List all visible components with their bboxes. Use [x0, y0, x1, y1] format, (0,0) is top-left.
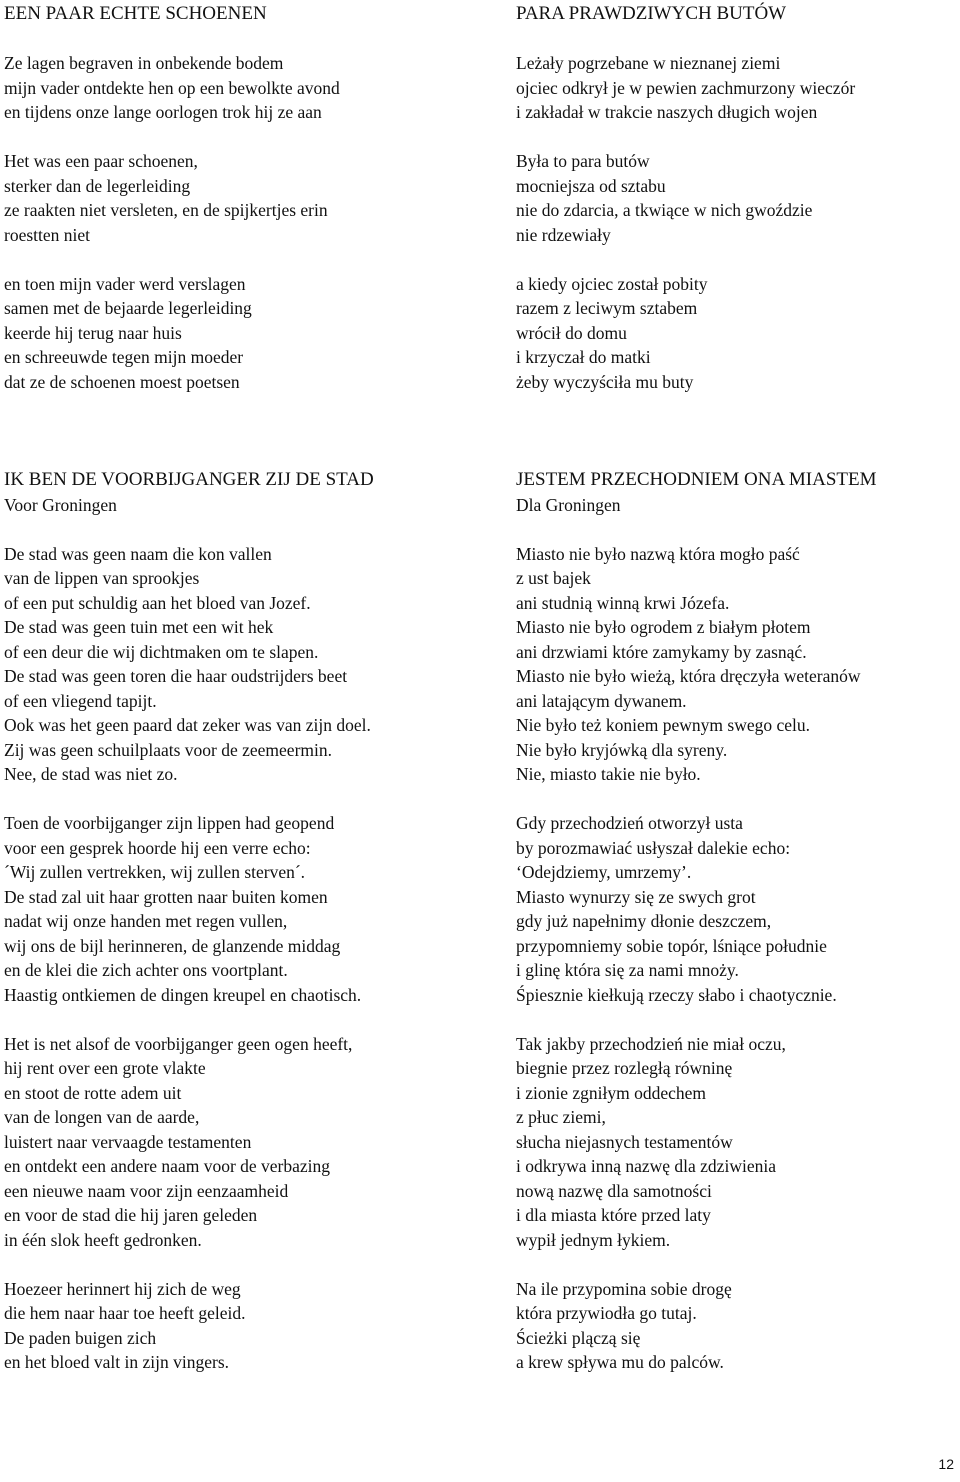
poem-line: która przywiodła go tutaj.	[516, 1303, 697, 1323]
poem1-polish-title: PARA PRAWDZIWYCH BUTÓW	[516, 3, 787, 24]
poem-line: voor een gesprek hoorde hij een verre echo:	[4, 837, 311, 858]
poem2-polish	[516, 468, 877, 1375]
poem-line: gdy już napełnimy dłonie deszczem,	[516, 911, 772, 931]
poem-line: żeby wyczyściła mu buty	[516, 371, 694, 392]
poem-line: en het bloed valt in zijn vingers.	[4, 1352, 230, 1372]
poem-line: De stad was geen naam die kon vallen	[4, 543, 272, 564]
page-number: 12	[938, 1456, 954, 1472]
poem-line: słucha niejasnych testamentów	[516, 1131, 733, 1152]
poem-line: ani drzwiami które zamykamy by zasnąć.	[516, 641, 807, 662]
poem-line: Tak jakby przechodzień nie miał oczu,	[516, 1033, 786, 1054]
poem-line: Gdy przechodzień otworzył usta	[516, 813, 743, 833]
poem-line: samen met de bejaarde legerleiding	[4, 298, 252, 318]
poem-line: a krew spływa mu do palców.	[516, 1352, 724, 1372]
poem-line: wij ons de bijl herinneren, de glanzende middag	[4, 935, 341, 956]
poem2-dutch-title: IK BEN DE VOORBIJGANGER ZIJ DE STAD	[4, 469, 374, 490]
poem-line: ani latającym dywanem.	[516, 690, 687, 711]
poem-line: die hem naar haar toe heeft geleid.	[4, 1303, 246, 1323]
poem-line: Na ile przypomina sobie drogę	[516, 1278, 732, 1299]
poem1-polish	[516, 2, 855, 394]
poem-line: ojciec odkrył je w pewien zachmurzony wieczór	[516, 77, 856, 98]
poem-line: Miasto wynurzy się ze swych grot	[516, 886, 756, 907]
poem-line: przypomniemy sobie topór, lśniące południe	[516, 935, 827, 956]
poem-line: ze raakten niet versleten, en de spijkertjes erin	[4, 200, 328, 220]
poem-line: wypił jednym łykiem.	[516, 1229, 671, 1250]
poem-line: Miasto nie było wieżą, która dręczyła weteranów	[516, 666, 861, 686]
poem-line: a kiedy ojciec został pobity	[516, 273, 708, 294]
poem-line: De stad was geen tuin met een wit hek	[4, 617, 274, 637]
poem-line: luistert naar vervaagde testamenten	[4, 1131, 252, 1152]
poem-line: Miasto nie było ogrodem z białym płotem	[516, 617, 811, 637]
poem-line: biegnie przez rozległą równinę	[516, 1058, 733, 1078]
poem-line: nie do zdarcia, a tkwiące w nich gwoździe	[516, 200, 813, 220]
poem-line: in één slok heeft gedronken.	[4, 1229, 202, 1250]
poem-line: hij rent over een grote vlakte	[4, 1058, 206, 1078]
poem-line: Ook was het geen paard dat zeker was van zijn doel.	[4, 715, 371, 735]
poem-line: ‘Odejdziemy, umrzemy’.	[516, 862, 692, 882]
poem2-polish-subtitle: Dla Groningen	[516, 494, 621, 515]
poem-line: en toen mijn vader werd verslagen	[4, 273, 246, 294]
poem-line: nadat wij onze handen met regen vullen,	[4, 911, 288, 931]
poem-line: Het was een paar schoenen,	[4, 151, 198, 171]
poem-line: roestten niet	[4, 224, 91, 245]
poem-line: Hoezeer herinnert hij zich de weg	[4, 1278, 241, 1299]
poem-line: i zionie zgniłym oddechem	[516, 1082, 707, 1103]
poem-line: i odkrywa inną nazwę dla zdziwienia	[516, 1156, 776, 1176]
poem-line: Nee, de stad was niet zo.	[4, 764, 178, 784]
poem-line: en ontdekt een andere naam voor de verbazing	[4, 1156, 331, 1176]
poem-line: van de longen van de aarde,	[4, 1107, 200, 1127]
poem1-dutch	[4, 2, 340, 394]
poem-line: De paden buigen zich	[4, 1327, 157, 1348]
poem-line: razem z leciwym sztabem	[516, 298, 698, 318]
poem-line: i krzyczał do matki	[516, 347, 651, 367]
poem-line: ´Wij zullen vertrekken, wij zullen sterven´.	[4, 862, 306, 882]
poem-line: Nie, miasto takie nie było.	[516, 764, 701, 784]
poem-line: Zij was geen schuilplaats voor de zeemeermin.	[4, 739, 333, 760]
poem-line: mocniejsza od sztabu	[516, 175, 666, 196]
poem-line: sterker dan de legerleiding	[4, 175, 191, 196]
poem-line: en tijdens onze lange oorlogen trok hij ze aan	[4, 102, 322, 122]
poem-line: Śpiesznie kiełkują rzeczy słabo i chaotycznie.	[516, 984, 837, 1005]
poem-line: Nie było też koniem pewnym swego celu.	[516, 715, 811, 735]
poem-line: Ścieżki plączą się	[516, 1327, 641, 1348]
poem-line: Leżały pogrzebane w nieznanej ziemi	[516, 53, 781, 73]
poem-line: Toen de voorbijganger zijn lippen had geopend	[4, 813, 335, 833]
poem-line: een nieuwe naam voor zijn eenzaamheid	[4, 1180, 289, 1201]
poem-line: Nie było kryjówką dla syreny.	[516, 739, 728, 760]
poem-line: ani studnią winną krwi Józefa.	[516, 592, 730, 613]
poem-line: z ust bajek	[516, 568, 591, 588]
poem-line: i zakładał w trakcie naszych długich wojen	[516, 102, 818, 122]
poem-line: Miasto nie było nazwą która mogło paść	[516, 543, 800, 564]
poem-line: en stoot de rotte adem uit	[4, 1082, 182, 1103]
poem-line: en voor de stad die hij jaren geleden	[4, 1205, 258, 1225]
poem-line: Het is net alsof de voorbijganger geen ogen heeft,	[4, 1033, 353, 1054]
poem-line: en de klei die zich achter ons voortplant.	[4, 960, 288, 980]
poem-line: by porozmawiać usłyszał dalekie echo:	[516, 837, 791, 858]
poem-line: De stad was geen toren die haar oudstrijders beet	[4, 666, 348, 686]
poem-line: Była to para butów	[516, 151, 650, 171]
poem-line: De stad zal uit haar grotten naar buiten komen	[4, 886, 328, 907]
poem-line: en schreeuwde tegen mijn moeder	[4, 347, 244, 367]
poem-line: of een put schuldig aan het bloed van Jozef.	[4, 592, 311, 613]
poem-line: of een vliegend tapijt.	[4, 690, 157, 711]
poem2-polish-title: JESTEM PRZECHODNIEM ONA MIASTEM	[516, 469, 877, 490]
poem-line: nie rdzewiały	[516, 224, 611, 245]
poem-line: of een deur die wij dichtmaken om te slapen.	[4, 641, 319, 662]
poem-line: Haastig ontkiemen de dingen kreupel en chaotisch.	[4, 984, 362, 1005]
poem-line: i glinę która się za nami mnoży.	[516, 960, 739, 980]
poem-line: van de lippen van sprookjes	[4, 568, 200, 588]
poem-line: keerde hij terug naar huis	[4, 322, 182, 343]
poem-line: nową nazwę dla samotności	[516, 1180, 712, 1201]
poem-line: mijn vader ontdekte hen op een bewolkte avond	[4, 77, 340, 98]
poem-line: wrócił do domu	[516, 322, 627, 343]
poem2-dutch-subtitle: Voor Groningen	[4, 494, 117, 515]
poem-line: z płuc ziemi,	[516, 1107, 606, 1127]
poem2-dutch	[4, 468, 374, 1375]
poem-line: i dla miasta które przed laty	[516, 1205, 711, 1225]
poem1-dutch-title: EEN PAAR ECHTE SCHOENEN	[4, 3, 267, 24]
poem-line: dat ze de schoenen moest poetsen	[4, 371, 240, 392]
poem-line: Ze lagen begraven in onbekende bodem	[4, 53, 284, 73]
